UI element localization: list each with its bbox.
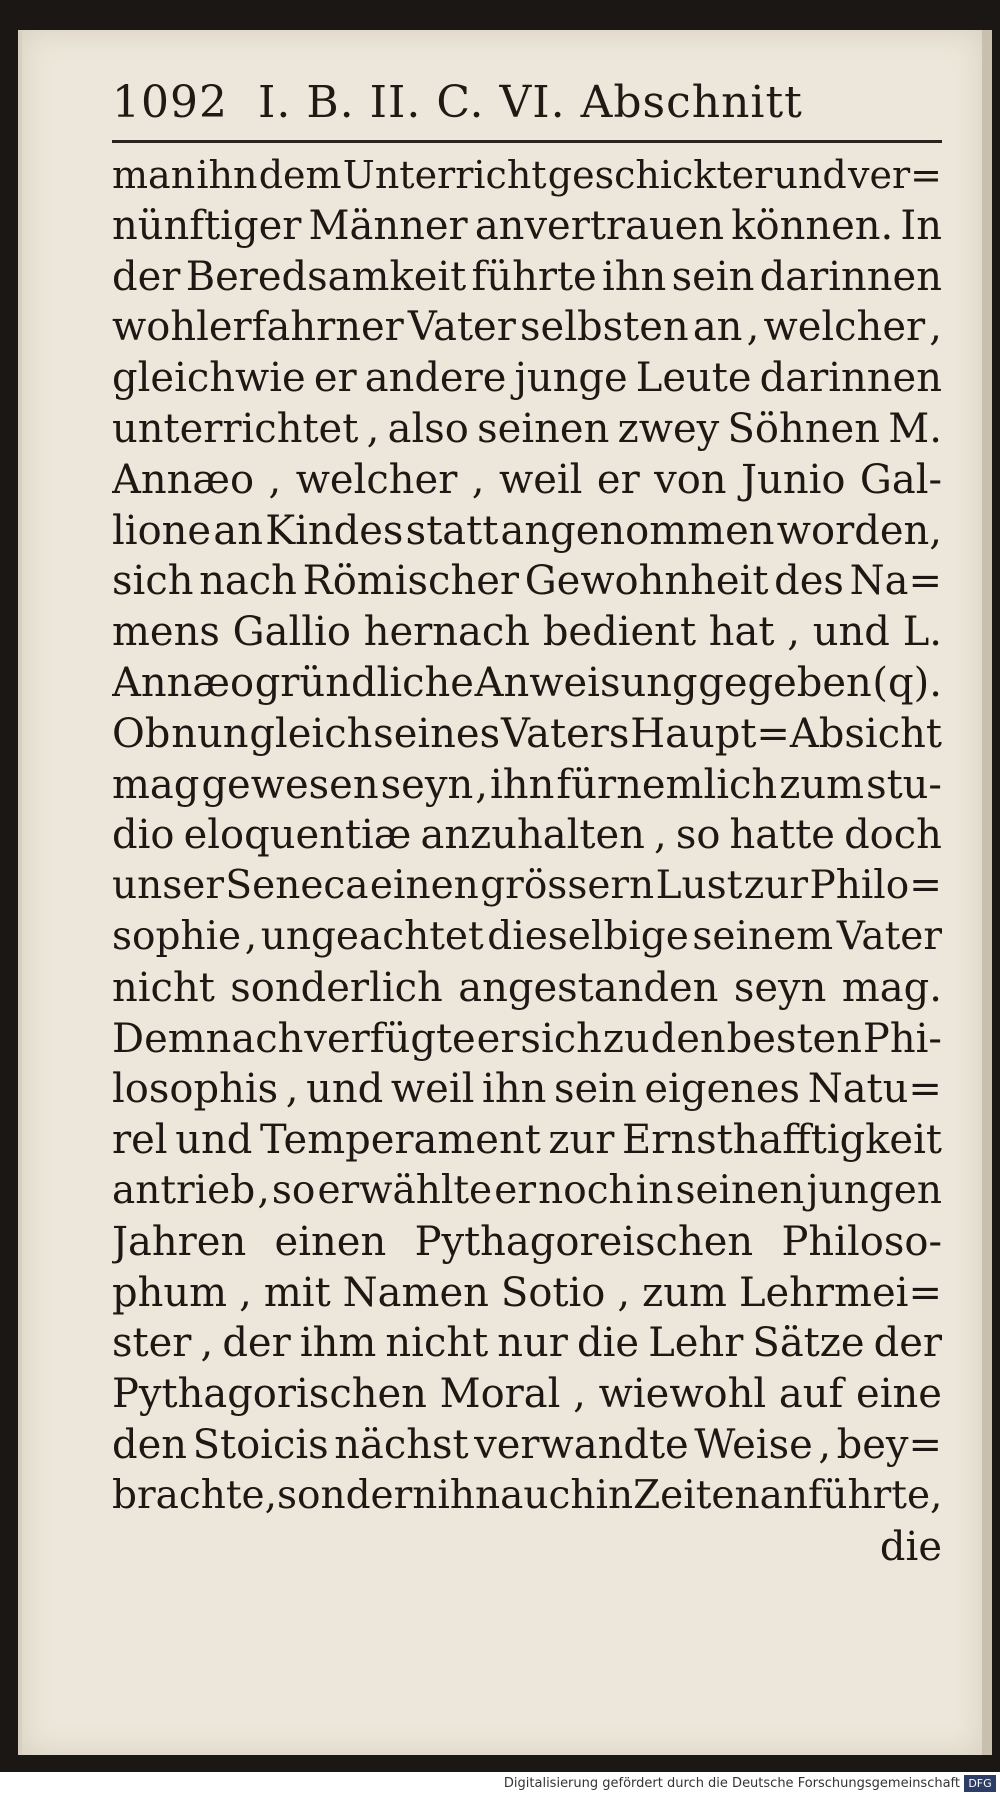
word: unser bbox=[112, 863, 224, 909]
word: verwandte bbox=[474, 1421, 689, 1468]
word: an bbox=[692, 304, 743, 351]
word: sonderlich bbox=[230, 964, 443, 1011]
word: Sotio bbox=[500, 1269, 606, 1316]
word: angestanden bbox=[458, 964, 719, 1011]
word: hat bbox=[708, 609, 775, 656]
word: gleich bbox=[249, 710, 373, 757]
word: Anweisung bbox=[474, 659, 698, 706]
word: auf bbox=[778, 1371, 844, 1418]
word: zum bbox=[779, 761, 865, 808]
word: (q). bbox=[872, 659, 942, 706]
word: des bbox=[774, 558, 844, 605]
word: der bbox=[873, 1320, 942, 1367]
text-line bbox=[112, 1064, 942, 1115]
body-text bbox=[112, 150, 942, 1572]
word: den bbox=[650, 1015, 726, 1062]
word: Haupt=Absicht bbox=[630, 710, 942, 757]
word: worden, bbox=[776, 507, 942, 554]
word: Weise bbox=[694, 1421, 813, 1468]
text-line bbox=[112, 353, 942, 404]
word: selbsten bbox=[520, 304, 689, 351]
text-line bbox=[112, 404, 942, 455]
word: hatte bbox=[729, 812, 835, 859]
word: phum bbox=[112, 1269, 228, 1316]
word: , bbox=[366, 405, 380, 452]
word: er bbox=[494, 1167, 536, 1213]
word: Unterricht bbox=[342, 153, 547, 197]
text-line bbox=[112, 150, 942, 201]
word: erwählte bbox=[317, 1167, 493, 1213]
word: dieselbige bbox=[487, 913, 689, 959]
word: , bbox=[617, 1269, 631, 1316]
word: sein bbox=[553, 1066, 637, 1113]
word: , bbox=[257, 1167, 270, 1213]
word: anvertrauen bbox=[474, 202, 725, 249]
word: mag bbox=[112, 761, 200, 808]
text-line bbox=[112, 252, 942, 303]
page-number: 1092 bbox=[112, 77, 228, 128]
text-line bbox=[112, 302, 942, 353]
text-line bbox=[112, 1217, 942, 1268]
word: Kindes bbox=[265, 507, 404, 554]
text-line bbox=[112, 709, 942, 760]
word: dio bbox=[112, 812, 175, 859]
text-line bbox=[112, 1014, 942, 1065]
word: und bbox=[812, 609, 890, 656]
word: , bbox=[264, 1472, 277, 1518]
text-line bbox=[112, 201, 942, 252]
word: also bbox=[387, 405, 469, 452]
text-line bbox=[112, 455, 942, 506]
word: Seneca bbox=[225, 863, 369, 909]
word: nun bbox=[171, 710, 249, 757]
word: sophie bbox=[112, 913, 242, 959]
word: , bbox=[929, 304, 942, 351]
page-header bbox=[112, 48, 942, 128]
word: noch bbox=[538, 1167, 634, 1213]
word: nächst bbox=[334, 1421, 469, 1468]
word: zum bbox=[642, 1269, 727, 1316]
word: M. bbox=[888, 405, 942, 452]
word: er bbox=[596, 456, 640, 503]
word: und bbox=[773, 153, 847, 197]
dfg-logo: DFG bbox=[964, 1775, 996, 1792]
word: nicht bbox=[112, 964, 215, 1011]
word: stu- bbox=[866, 761, 942, 808]
word: seyn bbox=[380, 761, 474, 808]
word: und bbox=[175, 1117, 253, 1164]
word: anzuhalten bbox=[420, 812, 645, 859]
word: ihn bbox=[602, 253, 667, 300]
word: er bbox=[476, 1015, 520, 1062]
word: darinnen bbox=[759, 355, 942, 402]
word: man bbox=[112, 153, 196, 197]
word: weil bbox=[390, 1066, 475, 1113]
word: , bbox=[573, 1371, 586, 1418]
word: andere bbox=[364, 355, 507, 402]
word: antrieb bbox=[112, 1167, 256, 1213]
word: einen bbox=[369, 863, 479, 909]
word: anführte, bbox=[759, 1472, 942, 1518]
word: , bbox=[475, 761, 488, 808]
word: nicht bbox=[385, 1320, 489, 1367]
word: bedient bbox=[542, 609, 697, 656]
word: losophis bbox=[112, 1066, 279, 1113]
word: sich bbox=[112, 558, 194, 605]
word: In bbox=[900, 202, 942, 249]
word: können. bbox=[731, 202, 894, 249]
word: und bbox=[306, 1066, 384, 1113]
text-line bbox=[112, 1115, 942, 1166]
word: Junio bbox=[741, 456, 846, 503]
word: zur bbox=[548, 1117, 615, 1164]
word: Lehr bbox=[648, 1320, 744, 1367]
word: gleichwie bbox=[112, 355, 306, 402]
word: ihn bbox=[437, 1472, 501, 1518]
word: statt bbox=[405, 507, 499, 554]
word: , bbox=[818, 1421, 832, 1468]
text-line bbox=[112, 607, 942, 658]
text-line bbox=[112, 760, 942, 811]
word: welcher bbox=[295, 456, 458, 503]
word: zu bbox=[602, 1015, 650, 1062]
word: bey= bbox=[836, 1421, 942, 1468]
text-line bbox=[112, 1166, 942, 1217]
word: wiewohl bbox=[598, 1371, 767, 1418]
word: Römischer bbox=[302, 558, 520, 605]
word: sein bbox=[671, 253, 755, 300]
word: sich bbox=[520, 1015, 602, 1062]
word: Gal- bbox=[859, 456, 942, 503]
word: Moral bbox=[439, 1371, 561, 1418]
word: Ob bbox=[112, 710, 171, 757]
word: Beredsamkeit bbox=[185, 253, 467, 300]
word: eine bbox=[856, 1371, 942, 1418]
word: brachte bbox=[112, 1472, 265, 1518]
word: verfügte bbox=[304, 1015, 476, 1062]
word: gewesen bbox=[201, 761, 379, 808]
word: von bbox=[654, 456, 727, 503]
text-line bbox=[112, 1369, 942, 1420]
word: hernach bbox=[363, 609, 531, 656]
word: nur bbox=[497, 1320, 568, 1367]
word: Leute bbox=[635, 355, 752, 402]
word: Vater bbox=[407, 304, 516, 351]
running-title: I. B. II. C. VI. Abschnitt bbox=[257, 77, 803, 128]
word: der bbox=[222, 1320, 291, 1367]
word: fürnemlich bbox=[556, 761, 778, 808]
word: weil bbox=[498, 456, 583, 503]
text-line bbox=[112, 1268, 942, 1319]
word: , bbox=[200, 1320, 214, 1367]
word: in bbox=[635, 1167, 674, 1213]
word: Temperament bbox=[259, 1117, 541, 1164]
header-rule bbox=[112, 140, 942, 143]
word: Lehrmei= bbox=[738, 1269, 942, 1316]
word: der bbox=[112, 253, 181, 300]
word: geschickter bbox=[547, 153, 773, 197]
word: auch bbox=[500, 1472, 596, 1518]
word: Ernsthafftigkeit bbox=[622, 1117, 942, 1164]
word: , bbox=[239, 1269, 252, 1316]
word: , bbox=[653, 812, 667, 859]
text-line bbox=[112, 1471, 942, 1522]
word: Lust bbox=[655, 863, 743, 909]
text-line bbox=[112, 556, 942, 607]
word: Demnach bbox=[112, 1015, 304, 1062]
word: mens bbox=[112, 609, 220, 656]
word: seines bbox=[373, 710, 501, 757]
word: , bbox=[268, 456, 282, 503]
word: grössern bbox=[480, 863, 655, 909]
word: ihn bbox=[196, 153, 258, 197]
word: , bbox=[787, 609, 800, 656]
word: seinen bbox=[675, 1167, 805, 1213]
word: unterrichtet bbox=[112, 405, 359, 452]
word: Phi- bbox=[862, 1015, 942, 1062]
word: Namen bbox=[342, 1269, 489, 1316]
word: , bbox=[471, 456, 485, 503]
word: dem bbox=[258, 153, 342, 197]
word: angenommen bbox=[500, 507, 775, 554]
word: Stoicis bbox=[192, 1421, 329, 1468]
word: lione bbox=[112, 507, 212, 554]
word: ihn bbox=[482, 1066, 547, 1113]
word: Annæo bbox=[112, 456, 255, 503]
text-line bbox=[112, 1420, 942, 1471]
word: Philoso- bbox=[781, 1218, 942, 1265]
word: ver= bbox=[847, 153, 942, 197]
word: ster bbox=[112, 1320, 192, 1367]
word: Sätze bbox=[752, 1320, 865, 1367]
word: junge bbox=[514, 355, 628, 402]
catchword: die bbox=[879, 1523, 942, 1570]
word: Pythagoreischen bbox=[414, 1218, 754, 1265]
word: Gewohnheit bbox=[524, 558, 769, 605]
word: ihm bbox=[299, 1320, 377, 1367]
word: seinen bbox=[477, 405, 610, 452]
word: zur bbox=[743, 863, 809, 909]
word: Na= bbox=[849, 558, 942, 605]
word: Vaters bbox=[500, 710, 630, 757]
word: nach bbox=[199, 558, 297, 605]
word: Söhnen bbox=[727, 405, 880, 452]
word: wohlerfahrner bbox=[112, 304, 404, 351]
word: gründliche bbox=[254, 659, 474, 706]
word: die bbox=[577, 1320, 640, 1367]
word: jungen bbox=[806, 1167, 942, 1213]
word: Annæo bbox=[112, 659, 255, 706]
word: in bbox=[595, 1472, 634, 1518]
word: besten bbox=[726, 1015, 862, 1062]
word: Vater bbox=[836, 913, 942, 959]
word: an bbox=[213, 507, 263, 554]
word: Philo= bbox=[809, 863, 942, 909]
word: Männer bbox=[308, 202, 468, 249]
word: ungeachtet bbox=[260, 913, 484, 959]
word: mit bbox=[263, 1269, 331, 1316]
word: Zeiten bbox=[633, 1472, 760, 1518]
word: mag. bbox=[841, 964, 942, 1011]
text-line bbox=[112, 506, 942, 557]
word: er bbox=[313, 355, 357, 402]
word: doch bbox=[844, 812, 942, 859]
word: ihn bbox=[490, 761, 555, 808]
word: L. bbox=[902, 609, 942, 656]
text-line bbox=[112, 658, 942, 709]
text-line bbox=[112, 912, 942, 963]
word: , bbox=[285, 1066, 299, 1113]
word: seyn bbox=[733, 964, 827, 1011]
word: so bbox=[271, 1167, 316, 1213]
word: zwey bbox=[617, 405, 720, 452]
word: Natu= bbox=[807, 1066, 942, 1113]
word: eloquentiæ bbox=[183, 812, 412, 859]
word: Pythagorischen bbox=[112, 1371, 427, 1418]
word: seinem bbox=[692, 913, 834, 959]
word: gegeben bbox=[698, 659, 872, 706]
word: eigenes bbox=[644, 1066, 801, 1113]
word: nünftiger bbox=[112, 202, 302, 249]
word: so bbox=[675, 812, 721, 859]
word: den bbox=[112, 1421, 188, 1468]
word: Jahren bbox=[112, 1218, 247, 1265]
text-line bbox=[112, 861, 942, 912]
word: darinnen bbox=[759, 253, 942, 300]
word: welcher bbox=[763, 304, 926, 351]
word: einen bbox=[274, 1218, 387, 1265]
text-line bbox=[112, 963, 942, 1014]
word: sondern bbox=[276, 1472, 438, 1518]
word: , bbox=[244, 913, 258, 959]
text-line bbox=[112, 810, 942, 861]
word: rel bbox=[112, 1117, 168, 1164]
word: , bbox=[746, 304, 760, 351]
word: führte bbox=[471, 253, 597, 300]
text-line bbox=[112, 1318, 942, 1369]
word: Gallio bbox=[232, 609, 351, 656]
digitization-note: Digitalisierung gefördert durch die Deutsche Forschungsgemeinschaft bbox=[503, 1776, 960, 1791]
